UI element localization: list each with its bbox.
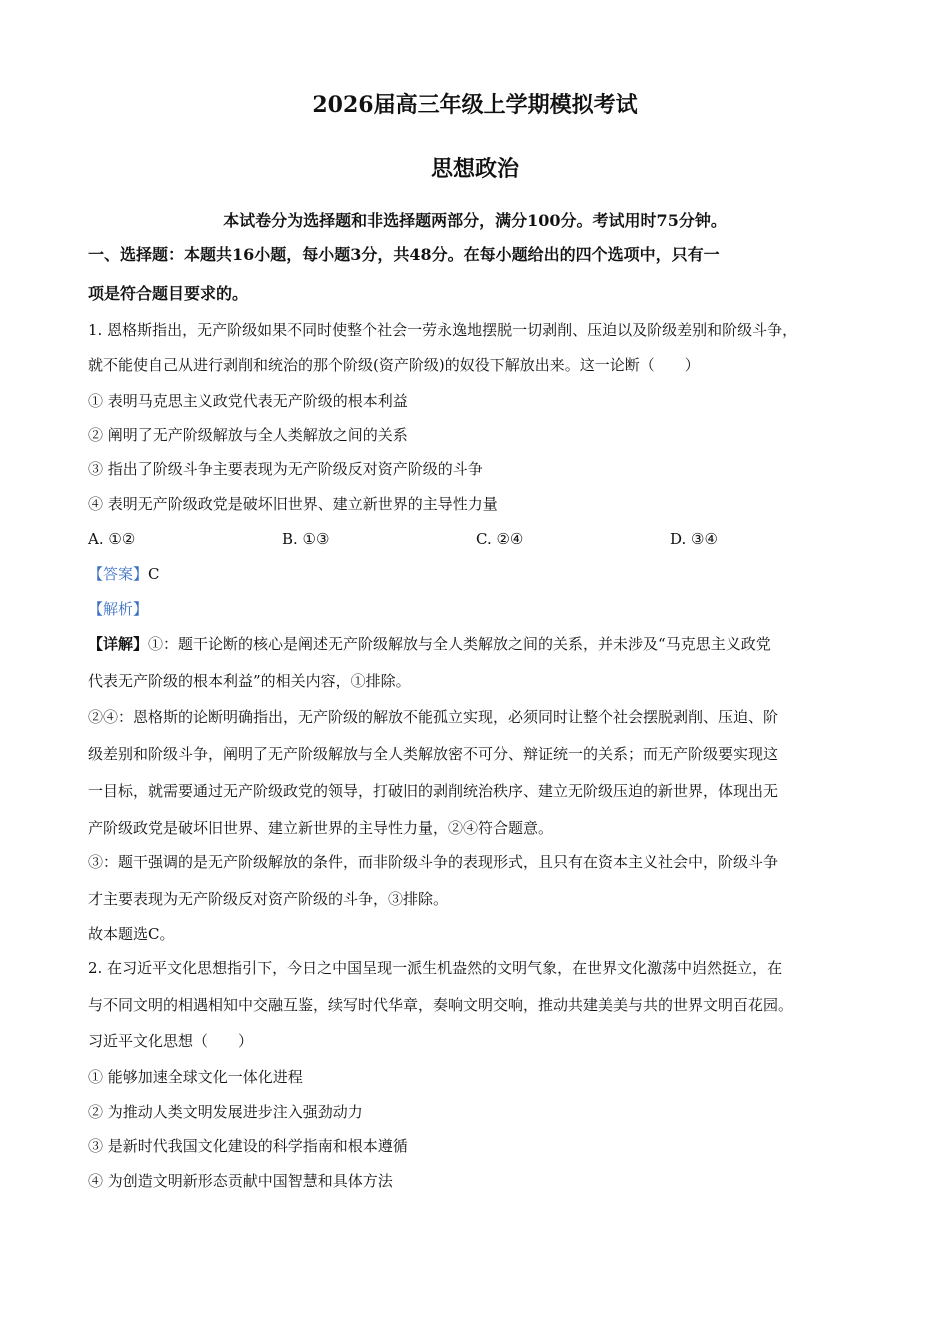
q2-stem-line3: 习近平文化思想（ ） — [88, 1032, 254, 1050]
q2-item-1: ① 能够加速全球文化一体化进程 — [88, 1068, 303, 1086]
q2-stem-line1: 2. 在习近平文化思想指引下，今日之中国呈现一派生机盎然的文明气象，在世界文化激荡中岿然挺立，在 — [88, 959, 783, 977]
answer-label: 【答案】 — [88, 565, 149, 583]
detail-label: 【详解】 — [88, 635, 149, 653]
q1-item-2: ② 阐明了无产阶级解放与全人类解放之间的关系 — [88, 426, 408, 444]
q1-detail-line3: ②④：恩格斯的论断明确指出，无产阶级的解放不能孤立实现，必须同时让整个社会摆脱剥削、压迫、阶 — [88, 708, 779, 726]
q1-answer — [88, 564, 160, 584]
q1-detail-line8: 才主要表现为无产阶级反对资产阶级的斗争，③排除。 — [88, 890, 449, 908]
q1-analysis — [88, 599, 148, 619]
q1-stem-line2: 就不能使自己从进行剥削和统治的那个阶级(资产阶级)的奴役下解放出来。这一论断（ ） — [88, 356, 700, 374]
q1-detail-line5: 一目标，就需要通过无产阶级政党的领导，打破旧的剥削统治秩序、建立无阶级压迫的新世界，体现出无 — [88, 782, 779, 800]
q1-detail-line2: 代表无产阶级的根本利益”的相关内容，①排除。 — [88, 672, 411, 690]
exam-intro: 本试卷分为选择题和非选择题两部分，满分100分。考试用时75分钟。 — [223, 211, 727, 230]
q2-item-3: ③ 是新时代我国文化建设的科学指南和根本遵循 — [88, 1137, 408, 1155]
q1-detail-line4: 级差别和阶级斗争，阐明了无产阶级解放与全人类解放密不可分、辩证统一的关系；而无产阶级要实现这 — [88, 745, 779, 763]
q2-item-2: ② 为推动人类文明发展进步注入强劲动力 — [88, 1103, 363, 1121]
q1-option-a: A. ①② — [88, 530, 136, 548]
answer-value: C — [148, 565, 160, 583]
section-heading-line1: 一、选择题：本题共16小题，每小题3分，共48分。在每小题给出的四个选项中，只有一 — [88, 245, 720, 264]
detail-text: ①：题干论断的核心是阐述无产阶级解放与全人类解放之间的关系，并未涉及“马克思主义政党 — [148, 635, 771, 653]
q1-option-d: D. ③④ — [670, 530, 718, 548]
q1-item-3: ③ 指出了阶级斗争主要表现为无产阶级反对资产阶级的斗争 — [88, 460, 483, 478]
q2-item-4: ④ 为创造文明新形态贡献中国智慧和具体方法 — [88, 1172, 393, 1190]
q1-option-b: B. ①③ — [282, 530, 330, 548]
q2-stem-line2: 与不同文明的相遇相知中交融互鉴，续写时代华章，奏响文明交响，推动共建美美与共的世界文明百花园。 — [88, 996, 794, 1014]
q1-detail-line1 — [88, 634, 771, 654]
exam-title: 2026届高三年级上学期模拟考试 — [312, 92, 638, 118]
analysis-label: 【解析】 — [88, 600, 149, 618]
q1-conclusion: 故本题选C。 — [88, 925, 175, 943]
section-heading-line2: 项是符合题目要求的。 — [88, 284, 249, 303]
subject-title: 思想政治 — [430, 156, 519, 182]
q1-item-1: ① 表明马克思主义政党代表无产阶级的根本利益 — [88, 392, 408, 410]
q1-item-4: ④ 表明无产阶级政党是破坏旧世界、建立新世界的主导性力量 — [88, 495, 498, 513]
q1-stem-line1: 1. 恩格斯指出，无产阶级如果不同时使整个社会一劳永逸地摆脱一切剥削、压迫以及阶级差别和阶级斗争， — [88, 321, 798, 339]
q1-detail-line7: ③：题干强调的是无产阶级解放的条件，而非阶级斗争的表现形式，且只有在资本主义社会中，阶级斗争 — [88, 853, 779, 871]
q1-option-c: C. ②④ — [476, 530, 524, 548]
q1-detail-line6: 产阶级政党是破坏旧世界、建立新世界的主导性力量，②④符合题意。 — [88, 819, 554, 837]
